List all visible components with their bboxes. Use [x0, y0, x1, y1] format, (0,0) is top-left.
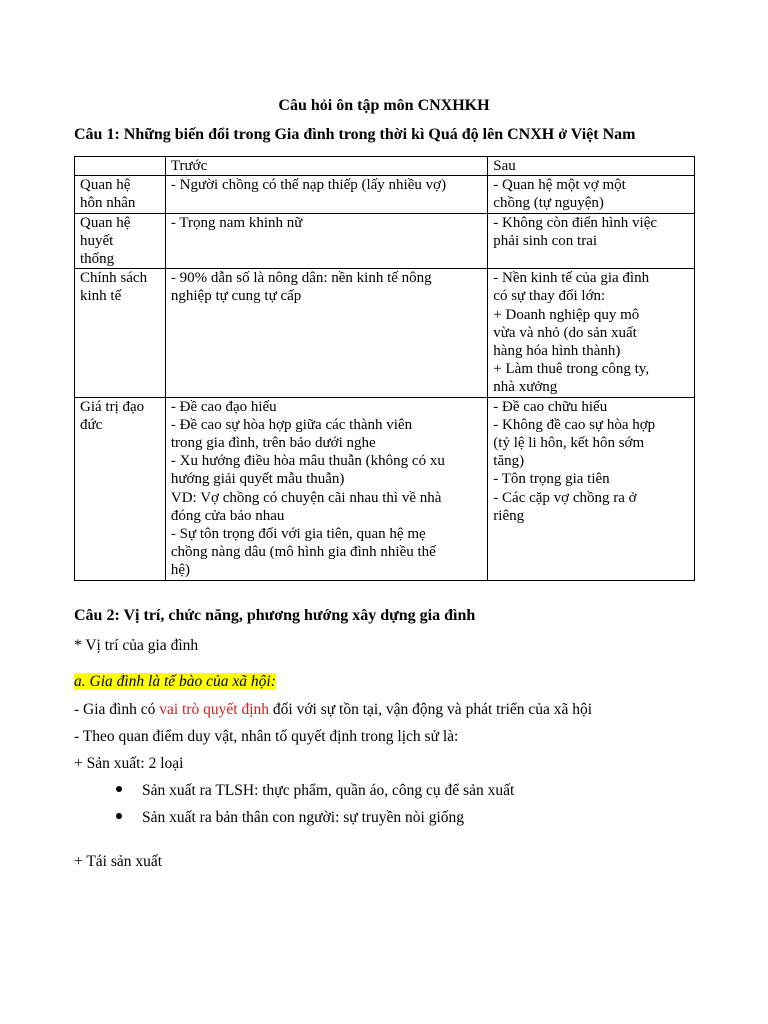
before-cell — [165, 213, 487, 269]
cell-line: có sự thay đổi lớn: — [493, 288, 606, 305]
bullet-text: Sản xuất ra TLSH: thực phẩm, quần áo, công cụ để sản xuất — [142, 782, 515, 799]
label-line: hôn nhân — [80, 195, 136, 212]
paragraph-production: + Sản xuất: 2 loại — [74, 755, 184, 772]
header-after: Sau — [488, 157, 695, 176]
label-line: thống — [80, 251, 115, 268]
cell-line: - Người chồng có thể nạp thiếp (lấy nhiều vợ) — [170, 177, 447, 194]
row-label — [75, 269, 166, 397]
highlighted-text: a. Gia đình là tế bào của xã hội: — [74, 673, 276, 690]
cell-line: - Quan hệ một vợ một — [493, 177, 626, 194]
cell-line: nhà xưởng — [493, 379, 558, 396]
cell-line: - Không còn điển hình việc — [493, 214, 658, 231]
cell-line: - Xu hướng điều hòa mâu thuẫn (không có xu — [170, 453, 445, 470]
cell-line: - Đề cao chữu hiếu — [493, 398, 608, 415]
label-line: huyết — [80, 232, 114, 249]
cell-line: - Đề cao sự hòa hợp giữa các thành viên — [170, 416, 413, 433]
cell-line: VD: Vợ chồng có chuyện cãi nhau thì về nhà — [170, 489, 442, 506]
cell-line: đóng cửa bảo nhau — [170, 507, 285, 524]
cell-line: - Nền kinh tế của gia đình — [493, 270, 650, 287]
label-line: kinh tế — [80, 288, 122, 305]
label-line: Chính sách — [80, 270, 148, 287]
cell-line: - Tôn trọng gia tiên — [493, 471, 610, 488]
cell-line: (tỷ lệ li hôn, kết hôn sớm — [493, 435, 645, 452]
table-header-row — [75, 157, 695, 176]
bullet-icon — [116, 813, 122, 819]
row-label — [75, 176, 166, 213]
table-row-marriage — [75, 176, 695, 213]
cell-line: + Làm thuê trong công ty, — [493, 361, 650, 378]
cell-line: - Đề cao đạo hiếu — [170, 398, 277, 415]
cell-line: - Các cặp vợ chồng ra ở — [493, 489, 637, 506]
cell-line: phải sinh con trai — [493, 232, 598, 249]
cell-line: hàng hóa hình thành) — [493, 343, 621, 360]
label-line: Quan hệ — [80, 177, 131, 194]
question-2-heading: Câu 2: Vị trí, chức năng, phương hướng xây dựng gia đình — [74, 607, 476, 624]
before-cell — [165, 269, 487, 397]
label-line: đức — [80, 416, 103, 433]
cell-line: chồng (tự nguyện) — [493, 195, 604, 212]
red-emphasis-text: vai trò quyết định — [159, 701, 270, 718]
cell-line: chồng nàng dâu (mô hình gia đình nhiều thế — [170, 544, 436, 561]
before-cell — [165, 176, 487, 213]
paragraph-reproduction: + Tái sản xuất — [74, 853, 163, 870]
table-row-morality — [75, 397, 695, 580]
bullet-text: Sản xuất ra bản thân con người: sự truyền nòi giống — [142, 809, 465, 826]
header-before: Trước — [165, 157, 487, 176]
cell-line: nghiệp tự cung tự cấp — [170, 288, 302, 305]
cell-line: hệ) — [170, 562, 191, 579]
bullet-icon — [116, 786, 122, 792]
cell-line: hướng giải quyết mẫu thuẫn) — [170, 471, 345, 488]
after-cell — [488, 176, 695, 213]
comparison-table — [74, 156, 695, 581]
table-row-bloodline — [75, 213, 695, 269]
row-label — [75, 397, 166, 580]
cell-line: - Không đề cao sự hòa hợp — [493, 416, 656, 433]
label-line: Quan hệ — [80, 214, 131, 231]
header-empty-cell — [75, 157, 166, 176]
question-1-heading: Câu 1: Những biến đổi trong Gia đình trong thời kì Quá độ lên CNXH ở Việt Nam — [74, 126, 636, 143]
cell-line: - Sự tôn trọng đối với gia tiên, quan hệ mẹ — [170, 526, 426, 543]
document-title: Câu hỏi ôn tập môn CNXHKH — [278, 97, 490, 114]
cell-line: - 90% dẫn số là nông dân: nền kinh tế nông — [170, 270, 432, 287]
after-cell — [488, 269, 695, 397]
label-line: Giá trị đạo — [80, 398, 145, 415]
bullet-list-item — [116, 809, 464, 827]
table-row-economy — [75, 269, 695, 397]
cell-line: trong gia đình, trên bảo dưới nghe — [170, 435, 376, 452]
text-run: đối với sự tồn tại, vận động và phát triển của xã hội — [269, 701, 593, 718]
after-cell — [488, 397, 695, 580]
bullet-list-item — [116, 782, 514, 800]
text-run: - Gia đình có — [74, 701, 160, 718]
position-subheading: * Vị trí của gia đình — [74, 637, 199, 654]
cell-line: tăng) — [493, 453, 525, 470]
paragraph-materialism: - Theo quan điểm duy vật, nhân tố quyết định trong lịch sử là: — [74, 728, 459, 745]
before-cell — [165, 397, 487, 580]
cell-line: - Trọng nam khinh nữ — [170, 214, 303, 231]
after-cell — [488, 213, 695, 269]
section-a-heading — [74, 673, 276, 691]
cell-line: + Doanh nghiệp quy mô — [493, 306, 640, 323]
cell-line: riêng — [493, 507, 525, 524]
row-label — [75, 213, 166, 269]
cell-line: vừa và nhỏ (do sản xuất — [493, 324, 637, 341]
paragraph-role — [74, 701, 592, 719]
